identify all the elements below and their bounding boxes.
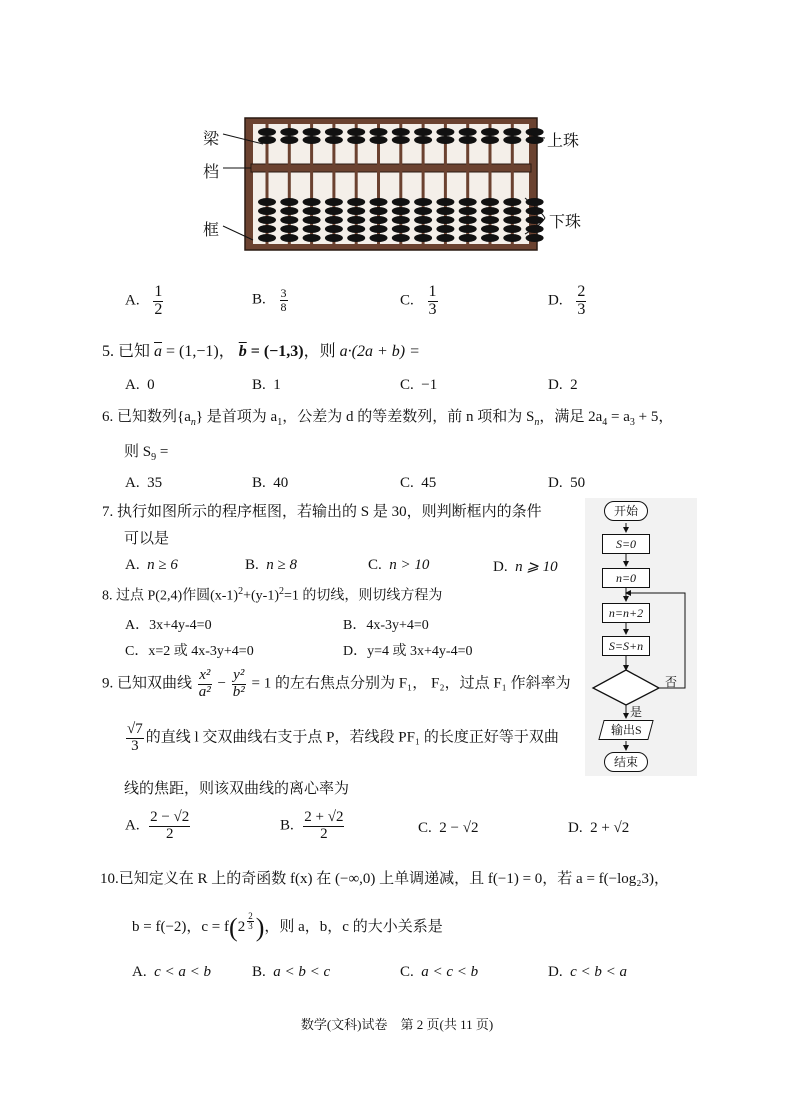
abacus-upper-bead bbox=[280, 136, 298, 144]
abacus-upper-bead bbox=[370, 136, 388, 144]
q10-option-c[interactable]: C. a < c < b bbox=[400, 964, 479, 980]
q8-option-c[interactable]: C．x=2 或 4x-3y+4=0 bbox=[125, 644, 254, 659]
abacus-upper-bead bbox=[481, 128, 499, 136]
vector-a: $\overline{a}$ bbox=[154, 343, 163, 360]
q6-option-c[interactable]: C. 45 bbox=[400, 475, 437, 491]
q7-option-c[interactable]: C. n > 10 bbox=[368, 557, 430, 573]
q9-stem-line2: $\frac{√7}{3}$ 的直线 l 交双曲线右支于点 P，若线段 PF₁ 的长度正好等于双曲 bbox=[127, 721, 559, 754]
q5-option-a[interactable]: A. 0 bbox=[125, 377, 155, 393]
label-lower-bead: 下珠 bbox=[549, 212, 582, 231]
q8-option-a[interactable]: A．3x+4y-4=0 bbox=[125, 618, 212, 633]
q6-stem-line2: 则 $S_9$ = bbox=[124, 444, 169, 463]
abacus-lower-bead bbox=[258, 225, 276, 233]
abacus-upper-bead bbox=[258, 136, 276, 144]
abacus-upper-bead bbox=[370, 128, 388, 136]
q9-stem-line3: 线的焦距，则该双曲线的离心率为 bbox=[124, 781, 350, 797]
decision-diamond bbox=[593, 670, 659, 705]
q5-option-c[interactable]: C. −1 bbox=[400, 377, 438, 393]
q8-stem: 8. 过点 P(2,4)作圆$(x-1)^2+(y-1)^2=1$ 的切线，则切线方程为 bbox=[102, 586, 443, 604]
abacus-upper-bead bbox=[436, 136, 454, 144]
label-rod: 档 bbox=[203, 162, 220, 181]
label-upper-bead: 上珠 bbox=[547, 131, 580, 150]
abacus-lower-bead bbox=[325, 207, 343, 215]
abacus-lower-bead bbox=[347, 225, 365, 233]
abacus-lower-bead bbox=[503, 234, 521, 242]
q7-stem-line1: 7. 执行如图所示的程序框图，若输出的 S 是 30，则判断框内的条件 bbox=[102, 504, 542, 520]
q4-option-c[interactable]: C. $\frac{1}{3}$ bbox=[400, 283, 437, 318]
abacus-upper-bead bbox=[481, 136, 499, 144]
q10-option-a[interactable]: A. c < a < b bbox=[132, 964, 211, 980]
abacus-lower-bead bbox=[303, 225, 321, 233]
q7-stem-line2: 可以是 bbox=[124, 531, 170, 547]
abacus-upper-bead bbox=[303, 128, 321, 136]
abacus-lower-bead bbox=[347, 234, 365, 242]
abacus-lower-bead bbox=[392, 225, 410, 233]
abacus-lower-bead bbox=[481, 207, 499, 215]
flow-start: 开始 bbox=[604, 501, 648, 521]
flow-s0: S=0 bbox=[602, 534, 650, 554]
abacus-lower-bead bbox=[325, 216, 343, 224]
flow-increment: n=n+2 bbox=[602, 603, 650, 623]
q8-option-d[interactable]: D．y=4 或 3x+4y-4=0 bbox=[343, 644, 473, 659]
q9-stem-line1: 9. 已知双曲线 $\frac{\text{x²}}{\text{a²}}$ − $\frac{\text{y²}}{\text{b²}}$ = 1 的左右焦点分别为 F₁， F₂，过点 F₁ 作斜率为 bbox=[102, 667, 571, 700]
q4-option-b[interactable]: B. $\frac{3}{8}$ bbox=[252, 286, 287, 314]
abacus-lower-bead bbox=[414, 234, 432, 242]
abacus-upper-bead bbox=[459, 128, 477, 136]
q6-option-a[interactable]: A. 35 bbox=[125, 475, 163, 491]
q6-option-d[interactable]: D. 50 bbox=[548, 475, 586, 491]
abacus-upper-bead bbox=[414, 128, 432, 136]
abacus-upper-bead bbox=[258, 128, 276, 136]
abacus-lower-bead bbox=[258, 234, 276, 242]
abacus-lower-bead bbox=[303, 234, 321, 242]
label-beam: 梁 bbox=[203, 129, 220, 148]
q7-option-a[interactable]: A. n ≥ 6 bbox=[125, 557, 178, 573]
vector-b: $\overline{b}$ bbox=[238, 343, 247, 360]
q10-stem-line1: 10.已知定义在 R 上的奇函数 f(x) 在 (−∞,0) 上单调递减，且 f(−1) = 0，若 a = f(−log₂3)， bbox=[100, 871, 669, 887]
abacus-upper-bead bbox=[459, 136, 477, 144]
abacus-lower-bead bbox=[280, 207, 298, 215]
abacus-upper-bead bbox=[280, 128, 298, 136]
abacus-lower-bead bbox=[258, 207, 276, 215]
abacus-lower-bead bbox=[414, 225, 432, 233]
abacus-lower-bead bbox=[459, 225, 477, 233]
abacus-lower-bead bbox=[481, 216, 499, 224]
abacus-upper-bead bbox=[526, 128, 544, 136]
abacus-upper-bead bbox=[436, 128, 454, 136]
abacus-lower-bead bbox=[526, 207, 544, 215]
abacus-lower-bead bbox=[481, 225, 499, 233]
q5-option-b[interactable]: B. 1 bbox=[252, 377, 281, 393]
q9-option-b[interactable]: B. $\frac{2 + √2}{2}$ bbox=[280, 809, 344, 842]
abacus-lower-bead bbox=[280, 216, 298, 224]
q7-option-d[interactable]: D. n ⩾ 10 bbox=[493, 559, 558, 575]
abacus-lower-bead bbox=[370, 198, 388, 206]
q4-option-d[interactable]: D. $\frac{2}{3}$ bbox=[548, 283, 586, 318]
page-footer: 数学(文科)试卷 第 2 页(共 11 页) bbox=[300, 1017, 494, 1032]
abacus-lower-bead bbox=[303, 198, 321, 206]
q9-option-a[interactable]: A. $\frac{2 - √2}{2}$ bbox=[125, 809, 190, 842]
abacus-lower-bead bbox=[280, 225, 298, 233]
q9-option-d[interactable]: D. 2 + √2 bbox=[568, 820, 630, 836]
flow-yes-label: 是 bbox=[630, 705, 643, 719]
abacus-lower-bead bbox=[258, 198, 276, 206]
abacus-upper-bead bbox=[526, 136, 544, 144]
flow-output: 输出S bbox=[598, 720, 653, 740]
q5-stem: 5. 已知 $\overline{a} = (1,-1)$， $\overline{b} = (-1,3)$，则 a·(2a + b) = bbox=[102, 343, 420, 360]
abacus-upper-bead bbox=[503, 128, 521, 136]
abacus-lower-bead bbox=[370, 207, 388, 215]
label-frame: 框 bbox=[203, 220, 220, 239]
abacus-lower-bead bbox=[392, 207, 410, 215]
flow-no-label: 否 bbox=[665, 675, 678, 689]
abacus-lower-bead bbox=[392, 216, 410, 224]
abacus-lower-bead bbox=[347, 198, 365, 206]
abacus-lower-bead bbox=[258, 216, 276, 224]
flowchart bbox=[585, 498, 697, 776]
abacus-lower-bead bbox=[436, 225, 454, 233]
q10-stem-line2: b = f(−2)，c = f(2 $\frac{2}{3}$ )，则 a，b，c 的大小关系是 bbox=[132, 911, 443, 942]
abacus-lower-bead bbox=[370, 234, 388, 242]
abacus-lower-bead bbox=[503, 225, 521, 233]
abacus-lower-bead bbox=[481, 234, 499, 242]
abacus-lower-bead bbox=[459, 234, 477, 242]
abacus-lower-bead bbox=[414, 207, 432, 215]
abacus-lower-bead bbox=[503, 216, 521, 224]
abacus-lower-bead bbox=[347, 207, 365, 215]
abacus-upper-bead bbox=[325, 128, 343, 136]
abacus-lower-bead bbox=[526, 198, 544, 206]
abacus-lower-bead bbox=[436, 216, 454, 224]
abacus-lower-bead bbox=[459, 216, 477, 224]
q6-stem-line1: 6. 已知数列$\{a_n\}$ 是首项为 $a_1$，公差为 d 的等差数列，前 n 项和为 $S_n$，满足 $2a_4 = a_3 + 5$， bbox=[102, 409, 674, 428]
abacus-lower-bead bbox=[503, 198, 521, 206]
flow-end: 结束 bbox=[604, 752, 648, 772]
abacus-lower-bead bbox=[370, 225, 388, 233]
abacus-lower-bead bbox=[414, 198, 432, 206]
abacus-lower-bead bbox=[325, 234, 343, 242]
abacus-lower-bead bbox=[303, 207, 321, 215]
abacus-lower-bead bbox=[414, 216, 432, 224]
q8-option-b[interactable]: B．4x-3y+4=0 bbox=[343, 618, 429, 633]
abacus-upper-bead bbox=[325, 136, 343, 144]
abacus-lower-bead bbox=[392, 234, 410, 242]
abacus-upper-bead bbox=[347, 136, 365, 144]
q10-option-d[interactable]: D. c < b < a bbox=[548, 964, 627, 980]
abacus-lower-bead bbox=[436, 198, 454, 206]
abacus-lower-bead bbox=[392, 198, 410, 206]
abacus-lower-bead bbox=[280, 234, 298, 242]
abacus-upper-bead bbox=[303, 136, 321, 144]
abacus-lower-bead bbox=[481, 198, 499, 206]
q6-option-b[interactable]: B. 40 bbox=[252, 475, 289, 491]
abacus-upper-bead bbox=[392, 128, 410, 136]
abacus-upper-bead bbox=[392, 136, 410, 144]
abacus-lower-bead bbox=[459, 207, 477, 215]
abacus-lower-bead bbox=[325, 198, 343, 206]
q10-option-b[interactable]: B. a < b < c bbox=[252, 964, 331, 980]
q7-option-b[interactable]: B. n ≥ 8 bbox=[245, 557, 297, 573]
abacus-lower-bead bbox=[280, 198, 298, 206]
abacus-lower-bead bbox=[370, 216, 388, 224]
abacus-lower-bead bbox=[436, 234, 454, 242]
abacus-lower-bead bbox=[436, 207, 454, 215]
abacus-lower-bead bbox=[459, 198, 477, 206]
abacus-upper-bead bbox=[503, 136, 521, 144]
q5-option-d[interactable]: D. 2 bbox=[548, 377, 578, 393]
abacus-lower-bead bbox=[325, 225, 343, 233]
abacus-lower-bead bbox=[503, 207, 521, 215]
flow-accumulate: S=S+n bbox=[602, 636, 650, 656]
abacus-upper-bead bbox=[414, 136, 432, 144]
abacus-upper-bead bbox=[347, 128, 365, 136]
abacus-lower-bead bbox=[526, 234, 544, 242]
q4-option-a[interactable]: A. $\frac{1}{2}$ bbox=[125, 283, 163, 318]
abacus-lower-bead bbox=[347, 216, 365, 224]
q9-option-c[interactable]: C. 2 − √2 bbox=[418, 820, 479, 836]
flow-n0: n=0 bbox=[602, 568, 650, 588]
abacus-lower-bead bbox=[303, 216, 321, 224]
